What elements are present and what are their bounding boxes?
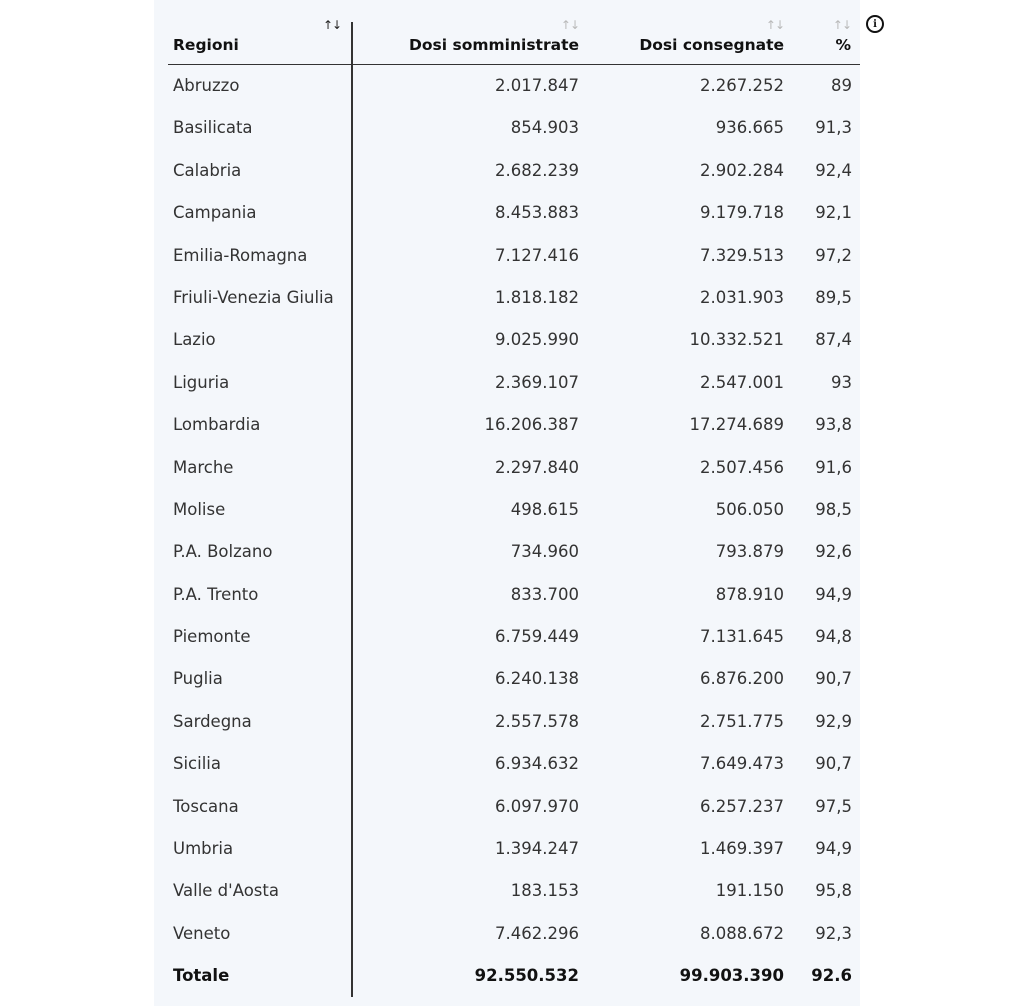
sort-arrows-icon[interactable]: ↑↓	[323, 18, 342, 32]
delivered-cell: 7.649.473	[700, 754, 784, 774]
administered-cell: 734.960	[510, 542, 579, 562]
percent-cell: 89,5	[815, 287, 852, 307]
administered-cell: 1.818.182	[495, 287, 579, 307]
delivered-cell: 793.879	[715, 542, 784, 562]
delivered-cell: 6.876.200	[700, 669, 784, 689]
vaccine-doses-table	[168, 0, 860, 998]
region-cell: Marche	[173, 457, 234, 477]
region-cell: Puglia	[173, 669, 223, 689]
administered-cell: 854.903	[510, 118, 579, 138]
percent-cell: 94,9	[815, 584, 852, 604]
table-row	[168, 447, 860, 489]
percent-cell: 90,7	[815, 669, 852, 689]
region-cell: Toscana	[173, 796, 239, 816]
percent-cell: 92,6	[815, 542, 852, 562]
delivered-cell: 936.665	[715, 118, 784, 138]
administered-cell: 2.557.578	[495, 711, 579, 731]
region-cell: Valle d'Aosta	[173, 881, 279, 901]
table-header	[168, 0, 860, 65]
delivered-cell: 2.751.775	[700, 711, 784, 731]
column-header-dosi-consegnate[interactable]: Dosi consegnate	[639, 36, 784, 54]
table-row	[168, 235, 860, 277]
administered-cell: 2.017.847	[495, 76, 579, 95]
delivered-cell: 2.031.903	[700, 287, 784, 307]
delivered-cell: 10.332.521	[689, 330, 784, 350]
delivered-cell: 2.547.001	[700, 372, 784, 392]
table-row	[168, 658, 860, 700]
column-header-dosi-somministrate[interactable]: Dosi somministrate	[409, 36, 579, 54]
percent-cell: 95,8	[815, 881, 852, 901]
region-cell: Sicilia	[173, 754, 221, 774]
region-cell: Basilicata	[173, 118, 253, 138]
delivered-cell: 7.329.513	[700, 245, 784, 265]
total-percent: 92.6	[811, 966, 852, 986]
percent-cell: 90,7	[815, 754, 852, 774]
total-administered: 92.550.532	[474, 966, 579, 986]
delivered-cell: 506.050	[715, 499, 784, 519]
table-row	[168, 404, 860, 446]
region-cell: Lazio	[173, 330, 216, 350]
table-row	[168, 531, 860, 573]
administered-cell: 2.297.840	[495, 457, 579, 477]
administered-cell: 498.615	[510, 499, 579, 519]
table-row	[168, 574, 860, 616]
administered-cell: 2.682.239	[495, 160, 579, 180]
percent-cell: 94,8	[815, 627, 852, 647]
percent-cell: 92,9	[815, 711, 852, 731]
table-row	[168, 319, 860, 361]
administered-cell: 6.934.632	[495, 754, 579, 774]
delivered-cell: 17.274.689	[689, 415, 784, 435]
column-header-regioni[interactable]: Regioni	[173, 36, 239, 54]
administered-cell: 2.369.107	[495, 372, 579, 392]
percent-cell: 92,3	[815, 923, 852, 943]
percent-cell: 92,4	[815, 160, 852, 180]
table-row	[168, 786, 860, 828]
percent-cell: 92,1	[815, 203, 852, 223]
sort-arrows-icon[interactable]: ↑↓	[765, 18, 784, 32]
sort-arrows-icon[interactable]: ↑↓	[560, 18, 579, 32]
region-cell: Calabria	[173, 160, 242, 180]
administered-cell: 16.206.387	[484, 415, 579, 435]
percent-cell: 97,5	[815, 796, 852, 816]
table-row	[168, 616, 860, 658]
table-row	[168, 65, 860, 107]
administered-cell: 6.240.138	[495, 669, 579, 689]
table-body	[168, 65, 860, 955]
delivered-cell: 6.257.237	[700, 796, 784, 816]
table-row	[168, 150, 860, 192]
delivered-cell: 9.179.718	[700, 203, 784, 223]
administered-cell: 6.759.449	[495, 627, 579, 647]
percent-cell: 89	[831, 76, 852, 95]
table-row	[168, 913, 860, 955]
region-cell: Campania	[173, 203, 257, 223]
region-cell: Liguria	[173, 372, 230, 392]
percent-cell: 91,6	[815, 457, 852, 477]
delivered-cell: 1.469.397	[700, 839, 784, 859]
sort-arrows-icon[interactable]: ↑↓	[832, 18, 851, 32]
delivered-cell: 878.910	[715, 584, 784, 604]
table-row	[168, 870, 860, 912]
region-cell: P.A. Trento	[173, 584, 259, 604]
administered-cell: 8.453.883	[495, 203, 579, 223]
percent-cell: 93,8	[815, 415, 852, 435]
administered-cell: 1.394.247	[495, 839, 579, 859]
delivered-cell: 2.507.456	[700, 457, 784, 477]
table-row	[168, 701, 860, 743]
region-cell: Lombardia	[173, 415, 261, 435]
region-cell: Abruzzo	[173, 76, 240, 95]
percent-cell: 97,2	[815, 245, 852, 265]
table-row	[168, 192, 860, 234]
info-icon[interactable]: i	[866, 15, 884, 33]
table-total-row	[168, 955, 860, 997]
table-row	[168, 828, 860, 870]
region-cell: Umbria	[173, 839, 234, 859]
delivered-cell: 2.267.252	[700, 76, 784, 95]
delivered-cell: 8.088.672	[700, 923, 784, 943]
delivered-cell: 7.131.645	[700, 627, 784, 647]
delivered-cell: 191.150	[715, 881, 784, 901]
column-header-percent[interactable]: %	[835, 36, 851, 54]
table-row	[168, 489, 860, 531]
table-row	[168, 277, 860, 319]
administered-cell: 7.127.416	[495, 245, 579, 265]
percent-cell: 91,3	[815, 118, 852, 138]
region-cell: Molise	[173, 499, 226, 519]
administered-cell: 833.700	[510, 584, 579, 604]
table-row	[168, 743, 860, 785]
table-row	[168, 362, 860, 404]
total-label: Totale	[173, 966, 230, 986]
total-delivered: 99.903.390	[679, 966, 784, 986]
percent-cell: 93	[831, 372, 852, 392]
region-cell: P.A. Bolzano	[173, 542, 273, 562]
region-cell: Veneto	[173, 923, 231, 943]
percent-cell: 98,5	[815, 499, 852, 519]
region-cell: Emilia-Romagna	[173, 245, 308, 265]
percent-cell: 87,4	[815, 330, 852, 350]
region-cell: Sardegna	[173, 711, 252, 731]
table-row	[168, 107, 860, 149]
column-divider	[351, 22, 353, 997]
percent-cell: 94,9	[815, 839, 852, 859]
region-cell: Friuli-Venezia Giulia	[173, 287, 334, 307]
administered-cell: 183.153	[510, 881, 579, 901]
administered-cell: 7.462.296	[495, 923, 579, 943]
administered-cell: 9.025.990	[495, 330, 579, 350]
region-cell: Piemonte	[173, 627, 251, 647]
administered-cell: 6.097.970	[495, 796, 579, 816]
delivered-cell: 2.902.284	[700, 160, 784, 180]
